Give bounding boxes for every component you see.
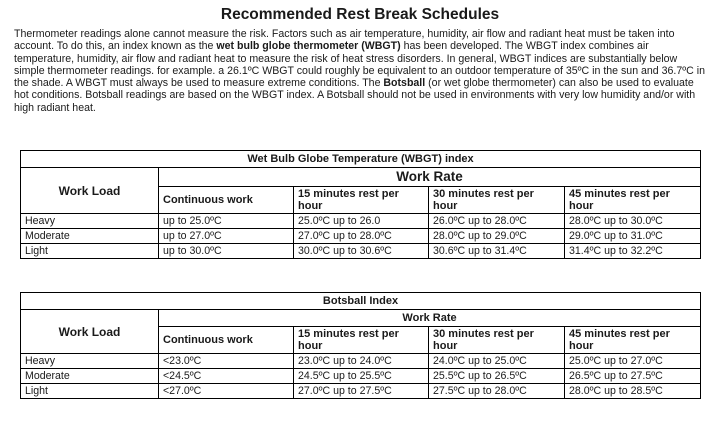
intro-term-botsball: Botsball bbox=[383, 77, 426, 90]
column-header: 45 minutes rest per hour bbox=[565, 327, 701, 354]
table-cell: 29.0ºC up to 31.0ºC bbox=[565, 229, 701, 244]
table-row bbox=[21, 244, 701, 259]
column-header: 15 minutes rest per hour bbox=[294, 187, 429, 214]
table-cell: 30.0ºC up to 30.6ºC bbox=[294, 244, 429, 259]
intro-paragraph bbox=[14, 28, 710, 114]
botsball-index-table bbox=[20, 292, 701, 399]
column-header: 30 minutes rest per hour bbox=[429, 187, 565, 214]
table-row bbox=[21, 214, 701, 229]
table-row bbox=[21, 384, 701, 399]
table-cell: 28.0ºC up to 28.5ºC bbox=[565, 384, 701, 399]
work-load-header: Work Load bbox=[21, 310, 159, 354]
table-cell: 25.0ºC up to 26.0 bbox=[294, 214, 429, 229]
column-header: 30 minutes rest per hour bbox=[429, 327, 565, 354]
row-label: Heavy bbox=[21, 354, 159, 369]
row-label: Light bbox=[21, 244, 159, 259]
table-cell: 24.0ºC up to 25.0ºC bbox=[429, 354, 565, 369]
column-header: 45 minutes rest per hour bbox=[565, 187, 701, 214]
table-row bbox=[21, 354, 701, 369]
intro-text-3: (or wet globe thermometer) can also be used to evaluate hot conditions. Botsball readings are based on the WBGT index. A Botsball should not be used in environments with very low humidity and/or with high radiant heat. bbox=[14, 77, 696, 114]
table-cell: 25.5ºC up to 26.5ºC bbox=[429, 369, 565, 384]
table-cell: 24.5ºC up to 25.5ºC bbox=[294, 369, 429, 384]
table-caption: Wet Bulb Globe Temperature (WBGT) index bbox=[21, 151, 701, 168]
intro-text-1: Thermometer readings alone cannot measure the risk. Factors such as air temperature, humidity, air flow and radiant heat must be taken into account. To do this, an index known as the bbox=[14, 28, 675, 53]
table-cell: 30.6ºC up to 31.4ºC bbox=[429, 244, 565, 259]
table-cell: <27.0ºC bbox=[159, 384, 294, 399]
work-rate-header: Work Rate bbox=[159, 168, 701, 187]
wbgt-index-table bbox=[20, 150, 701, 259]
row-label: Heavy bbox=[21, 214, 159, 229]
table-row bbox=[21, 369, 701, 384]
table-cell: 27.5ºC up to 28.0ºC bbox=[429, 384, 565, 399]
column-header: 15 minutes rest per hour bbox=[294, 327, 429, 354]
work-load-header: Work Load bbox=[21, 168, 159, 214]
column-header: Continuous work bbox=[159, 327, 294, 354]
table-cell: 26.0ºC up to 28.0ºC bbox=[429, 214, 565, 229]
table-cell: up to 27.0ºC bbox=[159, 229, 294, 244]
table-cell: up to 25.0ºC bbox=[159, 214, 294, 229]
table-cell: 26.5ºC up to 27.5ºC bbox=[565, 369, 701, 384]
table-cell: 25.0ºC up to 27.0ºC bbox=[565, 354, 701, 369]
table-cell: 28.0ºC up to 30.0ºC bbox=[565, 214, 701, 229]
table-cell: 23.0ºC up to 24.0ºC bbox=[294, 354, 429, 369]
row-label: Moderate bbox=[21, 369, 159, 384]
column-header: Continuous work bbox=[159, 187, 294, 214]
table-cell: 31.4ºC up to 32.2ºC bbox=[565, 244, 701, 259]
table-cell: 27.0ºC up to 27.5ºC bbox=[294, 384, 429, 399]
row-label: Moderate bbox=[21, 229, 159, 244]
table-cell: 27.0ºC up to 28.0ºC bbox=[294, 229, 429, 244]
table-row bbox=[21, 229, 701, 244]
intro-text-2: has been developed. The WBGT index combines air temperature, humidity, air flow and radiant heat to measure the risk of heat stress disorders. In general, WBGT indices are substantially below simple thermometer readings. for example. a 26.1ºC WBGT could roughly be equivalent to an outdoor temperature of 35ºC in the sun and 36.7ºC in the shade. A WBGT must always be used to measure extreme conditions. The bbox=[14, 40, 705, 90]
table-cell: up to 30.0ºC bbox=[159, 244, 294, 259]
row-label: Light bbox=[21, 384, 159, 399]
table-caption: Botsball Index bbox=[21, 293, 701, 310]
intro-term-wbgt: wet bulb globe thermometer (WBGT) bbox=[216, 40, 401, 53]
table-cell: 28.0ºC up to 29.0ºC bbox=[429, 229, 565, 244]
table-cell: <24.5ºC bbox=[159, 369, 294, 384]
page-title: Recommended Rest Break Schedules bbox=[220, 6, 500, 23]
table-cell: <23.0ºC bbox=[159, 354, 294, 369]
work-rate-header: Work Rate bbox=[159, 310, 701, 327]
